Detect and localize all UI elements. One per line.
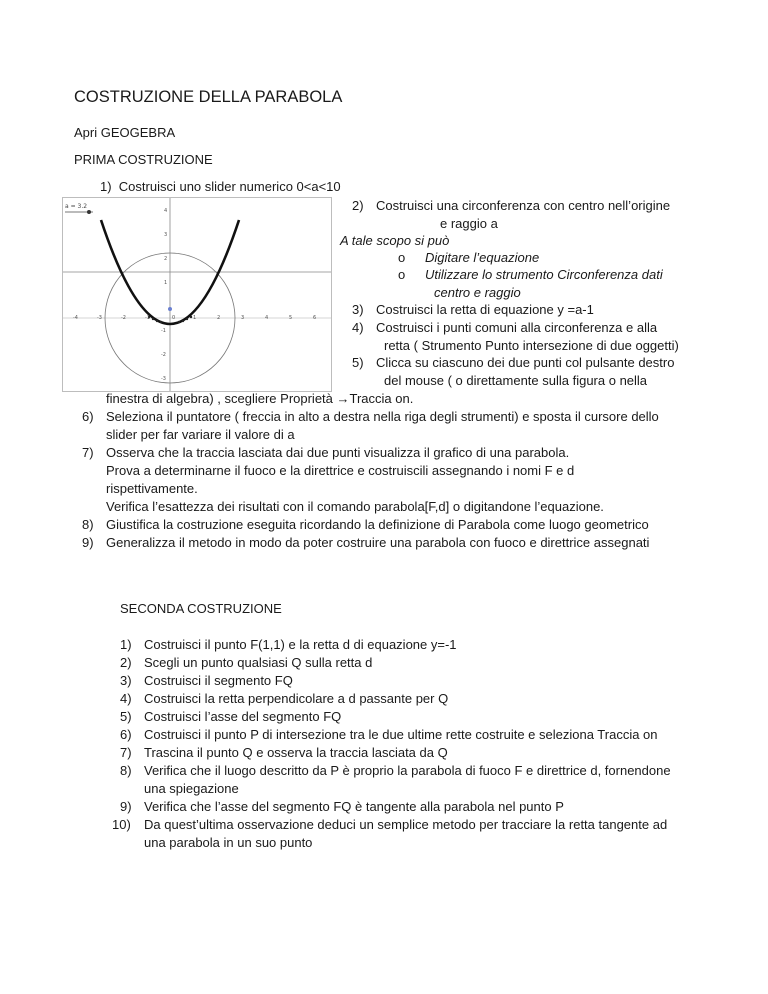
first-item-2-line2: e raggio a [440,216,498,231]
first-item-6-line2: slider per far variare il valore di a [106,427,295,442]
focus-point [168,307,172,311]
first-item-4-line2: retta ( Strumento Punto intersezione di due oggetti) [384,338,679,353]
bullet-icon: o [398,250,406,265]
x-tick: -3 [97,315,102,321]
item-number: 4) [120,691,132,706]
x-tick: -1 [145,315,150,321]
second-item-10-line2: una parabola in un suo punto [144,835,313,850]
x-tick: 3 [241,315,245,321]
second-item-2: Scegli un punto qualsiasi Q sulla retta d [144,655,373,670]
second-construction-heading: SECONDA COSTRUZIONE [120,601,282,616]
first-item-5-line2: del mouse ( o direttamente sulla figura o nella [384,373,648,388]
y-tick: -2 [161,352,166,358]
item-number: 3) [352,302,364,317]
x-tick: 1 [193,315,197,321]
first-item-9: Generalizza il metodo in modo da poter costruire una parabola con fuoco e direttrice assegnati [106,535,650,550]
second-item-3: Costruisci il segmento FQ [144,673,293,688]
y-tick: 2 [164,256,168,262]
second-item-10-line1: Da quest’ultima osservazione deduci un semplice metodo per tracciare la retta tangente ad [144,817,668,832]
y-tick: 3 [164,232,168,238]
item-number: 3) [120,673,132,688]
item-number: 1) [100,179,112,194]
item-number: 10) [112,817,131,832]
geogebra-figure [62,197,332,392]
first-item-1 [100,179,341,195]
first-item-3: Costruisci la retta di equazione y =a-1 [376,302,594,317]
first-item-7-line4: Verifica l’esattezza dei risultati con il comando parabola[F,d] o digitandone l’equazione. [106,499,604,514]
x-tick: 4 [265,315,269,321]
first-item-7-line2: Prova a determinarne il fuoco e la direttrice e costruiscili assegnando i nomi F e d [106,463,575,478]
x-tick: 2 [217,315,221,321]
item-number: 2) [120,655,132,670]
x-tick: -4 [73,315,78,321]
sub-option-2-line2: centro e raggio [434,285,521,300]
first-item-8: Giustifica la costruzione eseguita ricordando la definizione di Parabola come luogo geometrico [106,517,649,532]
item-number: 8) [120,763,132,778]
document-title: COSTRUZIONE DELLA PARABOLA [74,88,343,106]
item-number: 9) [120,799,132,814]
first-item-5-line3: finestra di algebra) , scegliere Proprietà →Traccia on. [106,391,414,406]
first-item-4-line1: Costruisci i punti comuni alla circonferenza e alla [376,320,658,335]
item-number: 7) [82,445,94,460]
second-item-4: Costruisci la retta perpendicolare a d passante per Q [144,691,449,706]
slider-label: a = 3.2 [65,203,88,210]
second-item-9: Verifica che l’asse del segmento FQ è tangente alla parabola nel punto P [144,799,564,814]
item-number: 2) [352,198,364,213]
item-number: 6) [82,409,94,424]
sub-option-1: Digitare l’equazione [425,250,540,265]
item-number: 9) [82,535,94,550]
item-number: 7) [120,745,132,760]
item-number: 8) [82,517,94,532]
first-item-2-line1: Costruisci una circonferenza con centro nell’origine [376,198,671,213]
x-tick: 6 [313,315,317,321]
second-item-7: Trascina il punto Q e osserva la traccia lasciata da Q [144,745,448,760]
y-tick: -3 [161,376,166,382]
item-number: 5) [120,709,132,724]
open-geogebra-line: Apri GEOGEBRA [74,125,176,140]
second-item-8-line2: una spiegazione [144,781,239,796]
item-text: Costruisci uno slider numerico 0<a<10 [118,179,341,194]
first-item-7-line1: Osserva che la traccia lasciata dai due punti visualizza il grafico di una parabola. [106,445,570,460]
first-item-5-line1: Clicca su ciascuno dei due punti col pulsante destro [376,355,675,370]
second-item-1: Costruisci il punto F(1,1) e la retta d di equazione y=-1 [144,637,457,652]
y-tick: 1 [164,280,168,286]
item-number: 5) [352,355,364,370]
x-tick: 5 [289,315,293,321]
item-number: 6) [120,727,132,742]
bullet-icon: o [398,267,406,282]
x-tick: -2 [121,315,126,321]
first-construction-heading: PRIMA COSTRUZIONE [74,152,213,167]
item-number: 4) [352,320,364,335]
first-item-6-line1: Seleziona il puntatore ( freccia in alto a destra nella riga degli strumenti) e sposta il cursore dello [106,409,659,424]
second-item-5: Costruisci l’asse del segmento FQ [144,709,342,724]
sub-option-2-line1: Utilizzare lo strumento Circonferenza dati [425,267,663,282]
slider-handle [87,210,91,214]
x-tick: 0 [172,315,176,321]
y-tick: -1 [161,328,166,334]
y-tick: 4 [164,208,168,214]
second-item-6: Costruisci il punto P di intersezione tra le due ultime rette costruite e seleziona Traccia on [144,727,658,742]
a-tale-scopo: A tale scopo si può [340,233,450,248]
first-item-7-line3: rispettivamente. [106,481,198,496]
second-item-8-line1: Verifica che il luogo descritto da P è proprio la parabola di fuoco F e direttrice d, fornendone [144,763,671,778]
parabola-plot [63,198,331,391]
item-number: 1) [120,637,132,652]
